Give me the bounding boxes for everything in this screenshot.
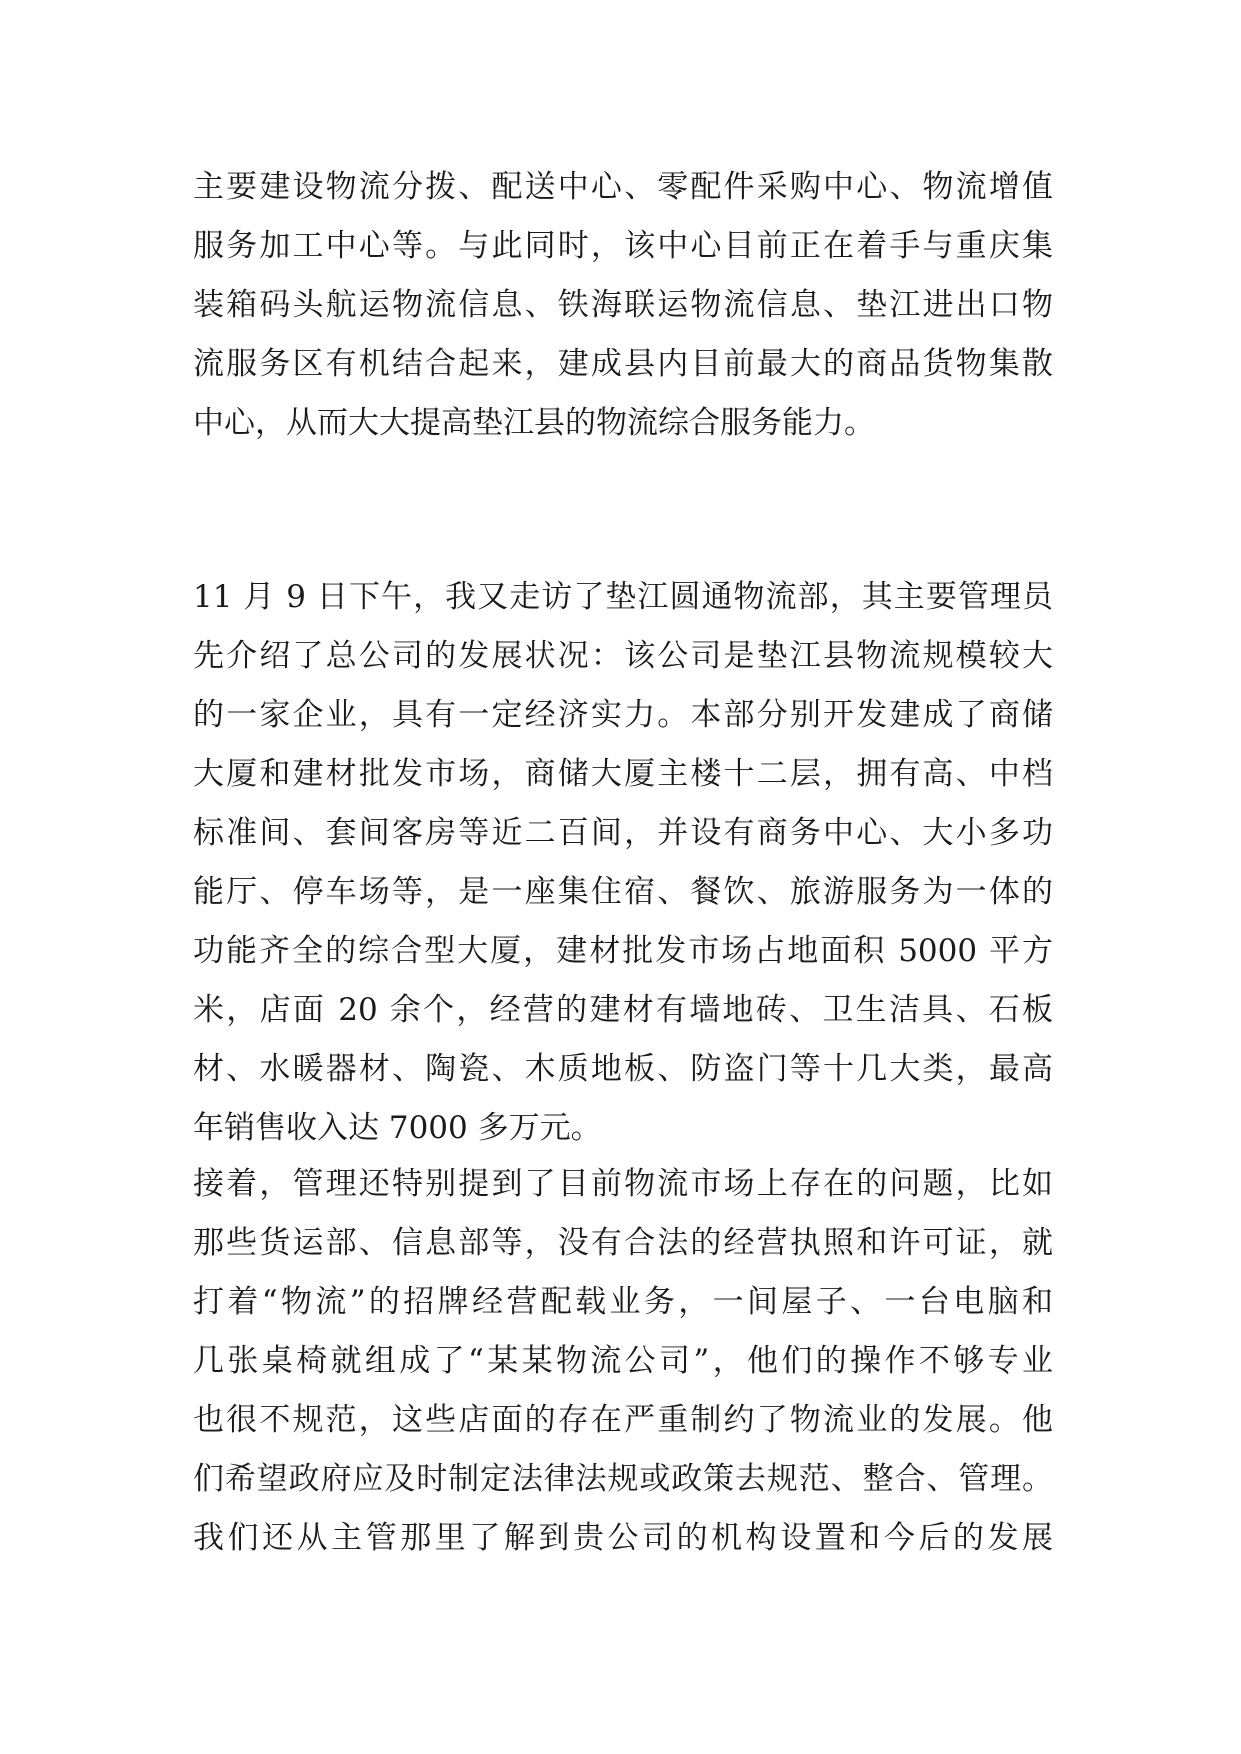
text-line: 那些货运部、信息部等，没有合法的经营执照和许可证，就 <box>193 1225 1053 1261</box>
text-line: 材、水暖器材、陶瓷、木质地板、防盗门等十几大类，最高 <box>193 1051 1053 1087</box>
text-line: 装箱码头航运物流信息、铁海联运物流信息、垫江进出口物 <box>193 287 1053 323</box>
text-line: 能厅、停车场等，是一座集住宿、餐饮、旅游服务为一体的 <box>193 874 1053 910</box>
text-line: 接着，管理还特别提到了目前物流市场上存在的问题，比如 <box>193 1166 1053 1202</box>
text-line: 中心，从而大大提高垫江县的物流综合服务能力。 <box>193 405 875 441</box>
text-line: 功能齐全的综合型大厦，建材批发市场占地面积 5000 平方 <box>193 933 1053 969</box>
text-line: 标准间、套间客房等近二百间，并设有商务中心、大小多功 <box>193 815 1053 851</box>
paragraph-3 <box>193 1155 1053 1568</box>
text-line: 我们还从主管那里了解到贵公司的机构设置和今后的发展 <box>193 1520 1053 1556</box>
text-line: 米，店面 20 余个，经营的建材有墙地砖、卫生洁具、石板 <box>193 992 1053 1028</box>
text-line: 打着“物流”的招牌经营配载业务，一间屋子、一台电脑和 <box>193 1284 1053 1320</box>
text-line: 服务加工中心等。与此同时，该中心目前正在着手与重庆集 <box>193 228 1053 264</box>
paragraph-1 <box>193 158 1053 453</box>
text-line: 流服务区有机结合起来，建成县内目前最大的商品货物集散 <box>193 346 1053 382</box>
text-line: 主要建设物流分拨、配送中心、零配件采购中心、物流增值 <box>193 169 1053 205</box>
paragraph-2 <box>193 568 1053 1158</box>
text-line: 们希望政府应及时制定法律法规或政策去规范、整合、管理。 <box>193 1461 1053 1497</box>
text-line: 几张桌椅就组成了“某某物流公司”，他们的操作不够专业 <box>193 1343 1053 1379</box>
text-line: 年销售收入达 7000 多万元。 <box>193 1110 602 1146</box>
text-line: 11 月 9 日下午，我又走访了垫江圆通物流部，其主要管理员 <box>193 579 1053 615</box>
text-line: 大厦和建材批发市场，商储大厦主楼十二层，拥有高、中档 <box>193 756 1053 792</box>
text-line: 也很不规范，这些店面的存在严重制约了物流业的发展。他 <box>193 1402 1053 1438</box>
text-line: 的一家企业，具有一定经济实力。本部分别开发建成了商储 <box>193 697 1053 733</box>
text-line: 先介绍了总公司的发展状况：该公司是垫江县物流规模较大 <box>193 638 1053 674</box>
